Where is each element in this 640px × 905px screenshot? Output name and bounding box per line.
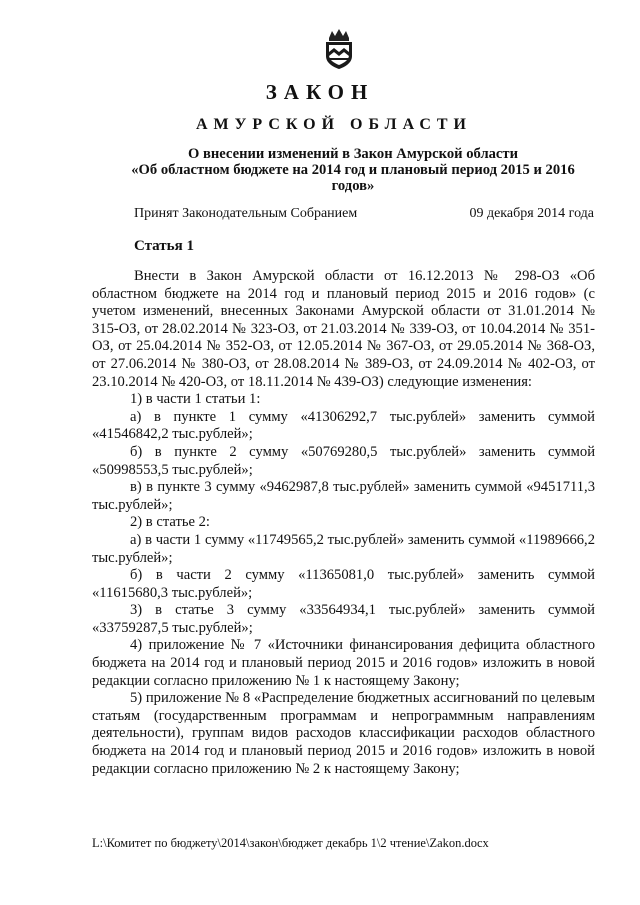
list-item: а) в части 1 сумму «11749565,2 тыс.рублей» заменить суммой «11989666,2 тыс.рублей»; bbox=[92, 531, 595, 566]
subject-line-1: О внесении изменений в Закон Амурской области bbox=[187, 146, 518, 162]
list-item: б) в пункте 2 сумму «50769280,5 тыс.рублей» заменить суммой «50998553,5 тыс.рублей»; bbox=[92, 443, 595, 478]
list-item: 2) в статье 2: bbox=[130, 514, 210, 531]
document-subject bbox=[118, 146, 588, 194]
list-item: в) в пункте 3 сумму «9462987,8 тыс.рублей» заменить суммой «9451711,3 тыс.рублей»; bbox=[92, 479, 595, 513]
list-item: 5) приложение № 8 «Распределение бюджетных ассигнований по целевым статьям (государственным программам и непрограммным направлениям деятельности), группам видов расходов классификации расходов областного бюджета на 2014 год и плановый период 2015 и 2016 годов» изложить в новой редакции согласно приложению № 2 к настоящему Закону; bbox=[92, 690, 595, 777]
subject-line-2: «Об областном бюджете на 2014 год и плановый период 2015 и 2016 годов» bbox=[131, 162, 575, 194]
document-region: АМУРСКОЙ ОБЛАСТИ bbox=[196, 116, 472, 133]
document-title: ЗАКОН bbox=[265, 80, 375, 104]
list-item: 4) приложение № 7 «Источники финансирования дефицита областного бюджета на 2014 год и плановый период 2015 и 2016 годов» изложить в новой редакции согласно приложению № 1 к настоящему Закону; bbox=[92, 637, 595, 689]
article-intro: Внести в Закон Амурской области от 16.12.2013 № 298-ОЗ «Об областном бюджете на 2014 год и плановый период 2015 и 2016 годов» (с учетом изменений, внесенных Законами Амурской области от 31.01.2014 № 315-ОЗ, от 28.02.2014 № 323-ОЗ, от 21.03.2014 № 339-ОЗ, от 10.04.2014 № 351-ОЗ, от 25.04.2014 № 352-ОЗ, от 12.05.2014 № 367-ОЗ, от 29.05.2014 № 368-ОЗ, от 27.06.2014 № 380-ОЗ, от 28.08.2014 № 389-ОЗ, от 24.09.2014 № 402-ОЗ, от 23.10.2014 № 420-ОЗ, от 18.11.2014 № 439-ОЗ) следующие изменения: bbox=[92, 268, 595, 390]
file-path-footer: L:\Комитет по бюджету\2014\закон\бюджет декабрь 1\2 чтение\Zakon.docx bbox=[92, 836, 489, 850]
article-title: Статья 1 bbox=[134, 238, 194, 254]
list-item: 3) в статье 3 сумму «33564934,1 тыс.рублей» заменить суммой «33759287,5 тыс.рублей»; bbox=[92, 602, 595, 636]
coat-of-arms-icon bbox=[323, 28, 355, 70]
list-item: 1) в части 1 статьи 1: bbox=[130, 391, 261, 408]
adoption-date: 09 декабря 2014 года bbox=[469, 206, 594, 221]
article-body bbox=[92, 268, 595, 778]
list-item: а) в пункте 1 сумму «41306292,7 тыс.рублей» заменить суммой «41546842,2 тыс.рублей»; bbox=[92, 408, 595, 443]
adopted-by: Принят Законодательным Собранием bbox=[134, 206, 358, 221]
list-item: б) в части 2 сумму «11365081,0 тыс.рублей» заменить суммой «11615680,3 тыс.рублей»; bbox=[92, 567, 595, 601]
